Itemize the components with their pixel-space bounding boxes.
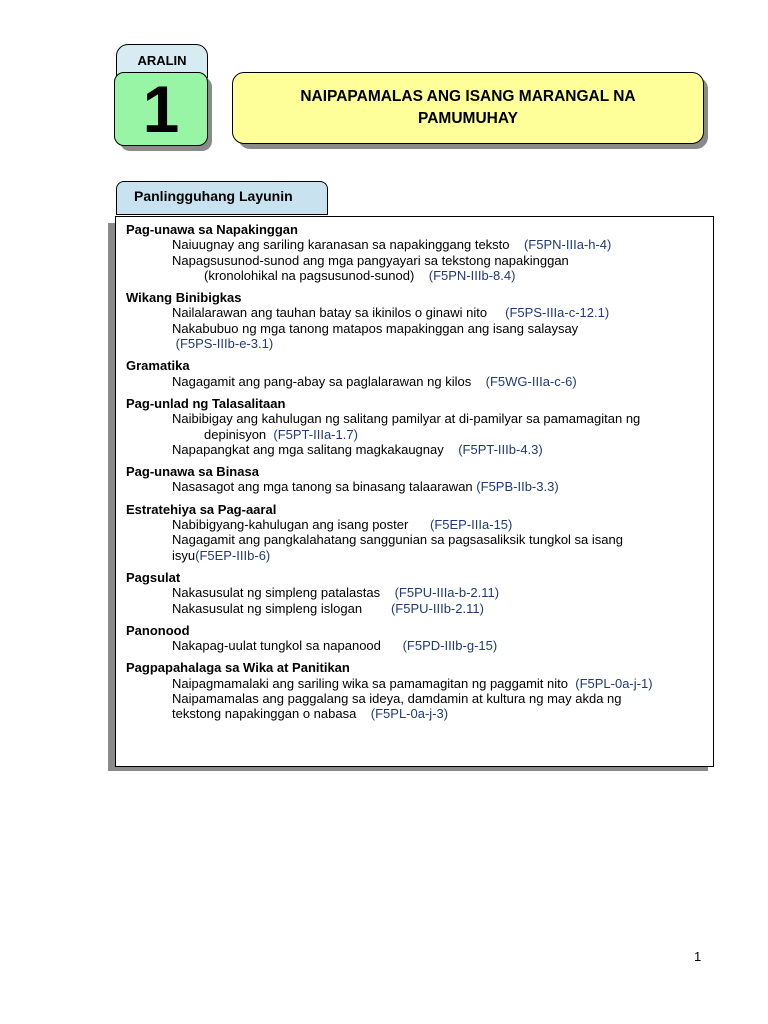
objective-item	[126, 585, 703, 600]
competency-code: (F5PN-IIIb-8.4)	[428, 267, 516, 283]
objective-item	[126, 532, 703, 547]
competency-code: (F5EP-IIIb-6)	[195, 547, 271, 563]
objective-gap	[380, 585, 394, 600]
objective-item	[126, 638, 703, 653]
objective-text: Napagsusunod-sunod ang mga pangyayari sa tekstong napakinggan	[172, 252, 569, 268]
competency-code: (F5WG-IIIa-c-6)	[485, 373, 577, 389]
objective-text: Naibibigay ang kahulugan ng salitang pamilyar at di-pamilyar sa pamamagitan ng	[172, 411, 641, 427]
objectives-tab-label: Panlingguhang Layunin	[134, 188, 293, 204]
objective-text: Naipagmamalaki ang sariling wika sa pamamagitan ng paggamit nito	[172, 675, 568, 691]
aralin-label: ARALIN	[137, 53, 187, 68]
objective-section	[126, 396, 703, 457]
objective-gap	[362, 601, 391, 616]
section-title: Pag-unawa sa Binasa	[126, 464, 259, 480]
objective-item	[126, 411, 703, 426]
objective-gap	[356, 706, 370, 721]
objective-item	[126, 442, 703, 457]
section-title: Pagpapahalaga sa Wika at Panitikan	[126, 660, 350, 676]
section-title: Estratehiya sa Pag-aaral	[126, 501, 277, 517]
section-title: Pag-unlad ng Talasalitaan	[126, 395, 286, 411]
objectives-tab	[116, 181, 328, 215]
objective-item	[126, 253, 703, 268]
section-title: Wikang Binibigkas	[126, 290, 242, 306]
competency-code: (F5PU-IIIa-b-2.11)	[394, 585, 500, 601]
objectives-box	[115, 216, 714, 767]
objective-item	[126, 601, 703, 616]
objective-text: depinisyon	[204, 426, 267, 442]
competency-code: (F5PT-IIIa-1.7)	[273, 426, 358, 442]
objective-text: Nakapag-uulat tungkol sa napanood	[172, 638, 381, 654]
objective-text: Nailalarawan ang tauhan batay sa ikinilos o ginawi nito	[172, 305, 488, 321]
objective-section	[126, 570, 703, 616]
objective-text: Nabibigyang-kahulugan ang isang poster	[172, 517, 409, 533]
objective-text: tekstong napakinggan o nabasa	[172, 706, 357, 722]
objective-text: Nasasagot ang mga tanong sa binasang talaarawan	[172, 479, 473, 495]
objective-text: isyu	[172, 547, 196, 563]
section-title: Pag-unawa sa Napakinggan	[126, 222, 298, 237]
objective-text: Napapangkat ang mga salitang magkakaugnay	[172, 441, 444, 457]
section-title: Gramatika	[126, 358, 190, 374]
competency-code: (F5PT-IIIb-4.3)	[458, 441, 543, 457]
objective-item	[126, 517, 703, 532]
objective-item	[126, 548, 703, 563]
objective-item	[126, 427, 703, 442]
competency-code: (F5PN-IIIa-h-4)	[523, 237, 612, 253]
objective-section	[126, 660, 703, 721]
objective-section	[126, 358, 703, 389]
objective-item	[126, 374, 703, 389]
objective-section	[126, 464, 703, 495]
competency-code: (F5PS-IIIa-c-12.1)	[505, 305, 610, 321]
competency-code: (F5PB-IIb-3.3)	[476, 479, 559, 495]
competency-code: (F5PL-0a-j-1)	[575, 675, 653, 691]
objective-item	[126, 336, 703, 351]
objective-gap	[414, 268, 428, 283]
competency-code: (F5PL-0a-j-3)	[370, 706, 449, 722]
section-title: Pagsulat	[126, 569, 181, 585]
objective-item	[126, 321, 703, 336]
objective-item	[126, 237, 703, 252]
objective-gap	[487, 305, 505, 320]
objective-text: Naiuugnay ang sariling karanasan sa napakinggang teksto	[172, 237, 510, 253]
lesson-number-box	[114, 72, 208, 146]
section-title: Panonood	[126, 622, 190, 638]
objective-gap	[444, 442, 458, 457]
title-banner	[232, 72, 704, 144]
objective-text: Nakasusulat ng simpleng patalastas	[172, 585, 381, 601]
competency-code: (F5PS-IIIb-e-3.1)	[175, 336, 274, 352]
objective-section	[126, 623, 703, 654]
objective-text: Naipamamalas ang paggalang sa ideya, damdamin at kultura ng may akda ng	[172, 691, 622, 707]
objective-gap	[471, 374, 485, 389]
objective-text: (kronolohikal na pagsusunod-sunod)	[204, 267, 415, 283]
objective-text: Nagagamit ang pang-abay sa paglalarawan ng kilos	[172, 373, 472, 389]
objective-text: Nakasusulat ng simpleng islogan	[172, 600, 363, 616]
objective-gap	[381, 638, 403, 653]
objective-section	[126, 502, 703, 563]
objective-item	[126, 268, 703, 283]
objective-section	[126, 222, 703, 283]
competency-code: (F5EP-IIIa-15)	[430, 517, 513, 533]
objective-gap	[510, 237, 524, 252]
competency-code: (F5PU-IIIb-2.11)	[390, 600, 484, 616]
objective-section	[126, 290, 703, 351]
page-number: 1	[694, 949, 702, 964]
lesson-number: 1	[142, 72, 180, 146]
objective-item	[126, 305, 703, 320]
objective-item	[126, 479, 703, 494]
objective-item	[126, 691, 703, 706]
objective-text: Nagagamit ang pangkalahatang sanggunian sa pagsasaliksik tungkol sa isang	[172, 532, 623, 548]
objective-gap	[408, 517, 430, 532]
objective-text: Nakabubuo ng mga tanong matapos mapakinggan ang isang salaysay	[172, 320, 579, 336]
competency-code: (F5PD-IIIb-g-15)	[402, 638, 498, 654]
objective-item	[126, 706, 703, 721]
lesson-title: NAIPAPAMALAS ANG ISANG MARANGAL NA PAMUMUHAY	[300, 88, 636, 127]
objective-item	[126, 676, 703, 691]
